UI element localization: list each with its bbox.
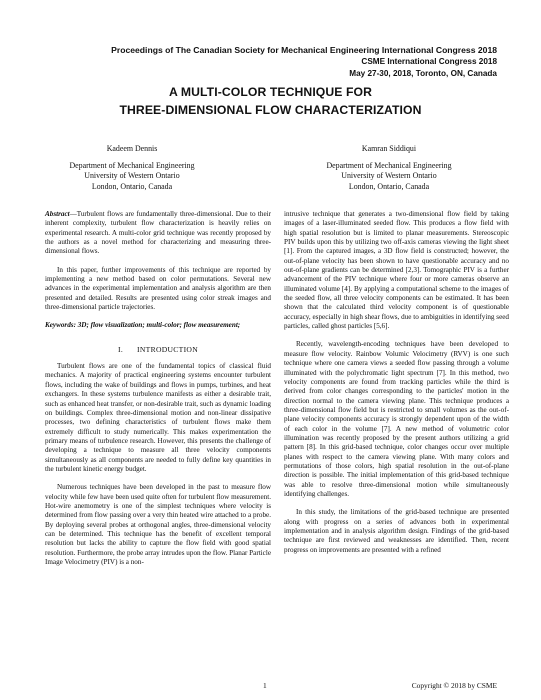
author-university: University of Western Ontario xyxy=(84,171,180,181)
author-university: University of Western Ontario xyxy=(341,171,437,181)
author-block-2 xyxy=(284,144,494,192)
copyright-notice: Copyright © 2018 by CSME xyxy=(411,681,497,690)
proceedings-header xyxy=(57,44,497,80)
author-department: Department of Mechanical Engineering xyxy=(326,160,452,170)
body-paragraph: Turbulent flows are one of the fundamental topics of classical fluid mechanics. A majority of practical engineering systems encounter turbulent flows, including the wake of buildings and flows in pumps, turbines, and heat exchangers. In these systems turbulence manifests as either a desirable trait, such as enhanced heat transfer, or non-desirable trait, such as dynamic loading on buildings. Complex three-dimensional motion and non-linear dissipative processes, two defining characteristics of turbulent flows make them extremely difficult to study numerically. This makes experimentation the primary means of turbulence research. However, this presents the challenge of developing a technique to measure all three velocity components simultaneously as all components are needed to fully define key quantities in the turbulent kinetic energy budget. xyxy=(45,362,271,473)
author-department: Department of Mechanical Engineering xyxy=(69,160,195,170)
body-paragraph: Recently, wavelength-encoding techniques have been developed to measure flow velocity. Rainbow Volumic Velocimetry (RVV) is one such technique where one camera views a seeded flow passing through a volume illuminated with the polychromatic light spectrum [7]. In this method, two velocity components are found from tracking particles while the third is derived from color changes corresponding to the particles' motion in the direction normal to the camera viewing plane. This technique produces a three-dimensional flow field but is restricted to small volumes as the out-of-plane velocity components accuracy is strongly dependent upon of the width of each color in the volume [7]. A new method of volumetric color illumination was recently proposed by the present authors utilizing a grid pattern [8]. In this grid-based technique, color changes occur over multiple planes with respect to the camera viewing plane. With many colors and permutations of those colors, high spatial resolution in the out-of-plane direction is possible. The initial implementation of this grid-based technique was able to resolve three-dimensional motion while simultaneously identifying challenges. xyxy=(284,340,509,498)
left-column xyxy=(45,210,271,576)
section-number: I. xyxy=(118,344,124,354)
abstract-paragraph xyxy=(45,210,271,257)
abstract-label: Abstract xyxy=(45,210,70,218)
author-location: London, Ontario, Canada xyxy=(348,181,430,191)
author-block-1 xyxy=(27,144,237,192)
date-location-line: May 27-30, 2018, Toronto, ON, Canada xyxy=(349,69,497,78)
body-paragraph: In this study, the limitations of the grid-based technique are presented along with progress on a series of advances both in experimental implementation and in analysis algorithm design. Findings of the grid-based technique are first reviewed and weaknesses are identified. Then, recent progress on improvements are presented with a refined xyxy=(284,508,509,554)
section-title: INTRODUCTION xyxy=(137,344,198,354)
congress-line: CSME International Congress 2018 xyxy=(361,57,497,66)
abstract-text: —Turbulent flows are fundamentally three-dimensional. Due to their inherent complexity, turbulent flow characterization is heavily relies on experimental research. A multi-color grid technique was recently proposed by the authors as a novel method for characterizing and measuring three-dimensional flows. xyxy=(45,210,271,256)
title-line-2: THREE-DIMENSIONAL FLOW CHARACTERIZATION xyxy=(119,103,422,117)
title-line-1: A MULTI-COLOR TECHNIQUE FOR xyxy=(168,85,373,99)
author-name: Kadeem Dennis xyxy=(106,144,158,153)
keywords: Keywords: 3D; flow visualization; multi-color; flow measurement; xyxy=(45,321,241,330)
paper-title xyxy=(0,83,541,119)
body-paragraph: intrusive technique that generates a two-dimensional flow field by taking images of a laser-illuminated seeded flow. This produces a flow field with high spatial resolution but is limited to planar measurements. Stereoscopic PIV builds upon this by utilizing two off-axis cameras viewing the light sheet [1]. From the captured images, a 3D flow field is constructed; however, the out-of-plane velocity has been shown to have questionable accuracy and no out-of-plane gradients can be determined [2,3]. Tomographic PIV is a further advancement of the PIV technique where four or more cameras observe an illuminated volume [4]. By applying a computational scheme to the images of the seeded flow, all three velocity components can be estimated. It has been shown that the calculated third velocity component is of questionable accuracy, especially in high shear flows, due to ambiguities in identifying seed particles, called ghost particles [5,6]. xyxy=(284,210,509,331)
author-name: Kamran Siddiqui xyxy=(361,144,417,153)
proceedings-line: Proceedings of The Canadian Society for Mechanical Engineering International Congress 2018 xyxy=(111,45,497,55)
body-paragraph: Numerous techniques have been developed in the past to measure flow velocity while few have been used quite often for turbulent flow measurement. Hot-wire anemometry is one of the simplest techniques where velocity is determined from flow passing over a very thin heated wire attached to a probe. By deploying several probes at orthogonal angles, three-dimensional velocity can be determined. This technique has the benefit of excellent temporal resolution but lacks the ability to capture the flow field with good spatial resolution. Furthermore, the probe array intrudes upon the flow. Planar Particle Image Velocimetry (PIV) is a non- xyxy=(45,483,271,566)
right-column xyxy=(284,210,509,564)
section-heading xyxy=(45,345,271,354)
abstract-paragraph-2: In this paper, further improvements of this technique are reported by implementing a new method based on color permutations. Several new advances in the experimental implementation and analysis algorithm are then presented and detailed. Results are presented using color streak images and three-dimensional particle trajectories. xyxy=(45,265,271,312)
author-location: London, Ontario, Canada xyxy=(91,181,173,191)
page-number: 1 xyxy=(263,681,267,690)
